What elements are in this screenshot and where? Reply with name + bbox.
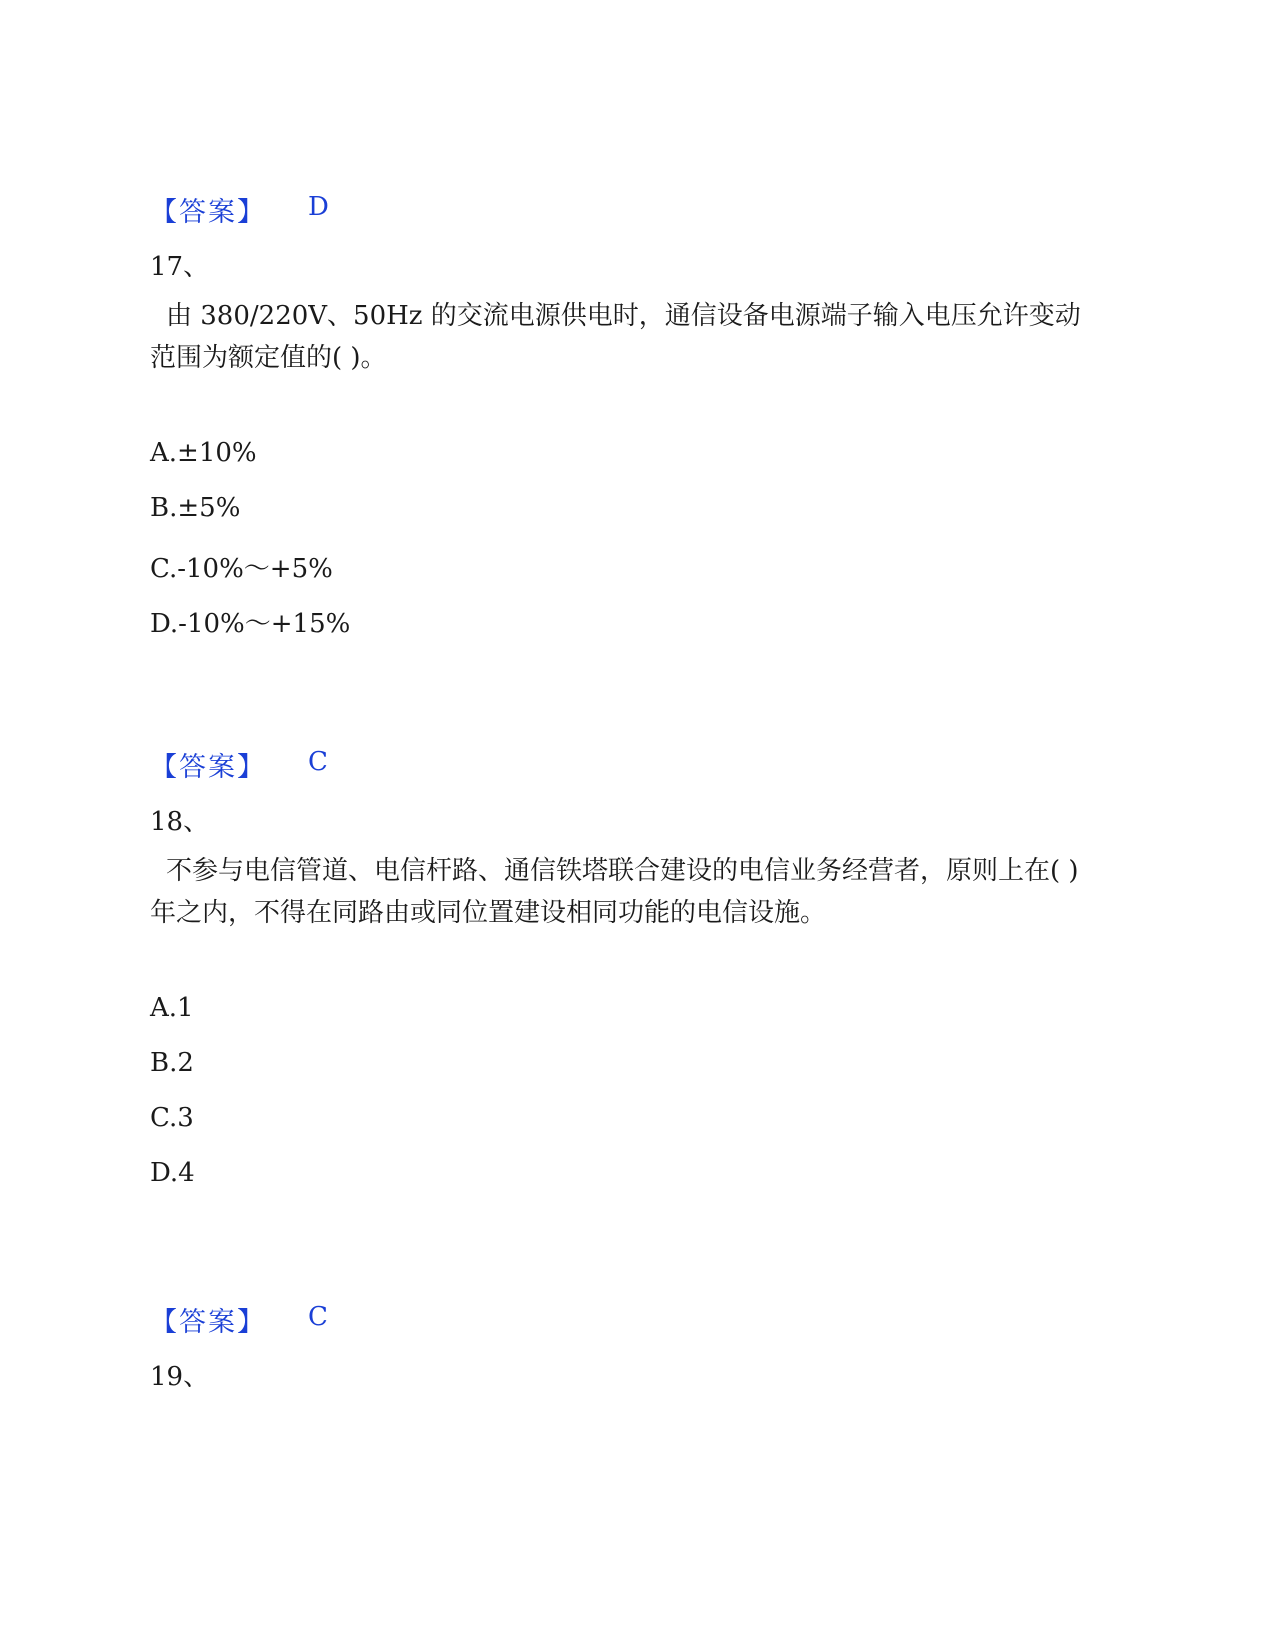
answer-value: C [308,747,328,777]
answer-value: C [308,1302,328,1332]
answer-label: 【答案】 [150,197,266,228]
option-a: A.±10% [150,438,257,468]
answer-label: 【答案】 [150,752,266,783]
question-number-17: 17、 [150,252,210,282]
option-b: B.2 [150,1048,194,1078]
option-d: D.4 [150,1158,195,1188]
answer-label: 【答案】 [150,1307,266,1338]
option-d: D.-10%～+15% [150,609,351,639]
option-c: C.3 [150,1103,194,1133]
question-number-18: 18、 [150,807,210,837]
question-stem-18: 不参与电信管道、电信杆路、通信铁塔联合建设的电信业务经营者，原则上在( )年之内，不得在同路由或同位置建设相同功能的电信设施。 [150,856,1079,928]
option-b: B.±5% [150,493,241,523]
option-c: C.-10%～+5% [150,554,333,584]
answer-value: D [308,192,329,222]
question-stem-17: 由 380/220V、50Hz 的交流电源供电时，通信设备电源端子输入电压允许变动范围为额定值的( )。 [150,301,1081,373]
question-number-19: 19、 [150,1362,210,1392]
option-a: A.1 [150,993,194,1023]
